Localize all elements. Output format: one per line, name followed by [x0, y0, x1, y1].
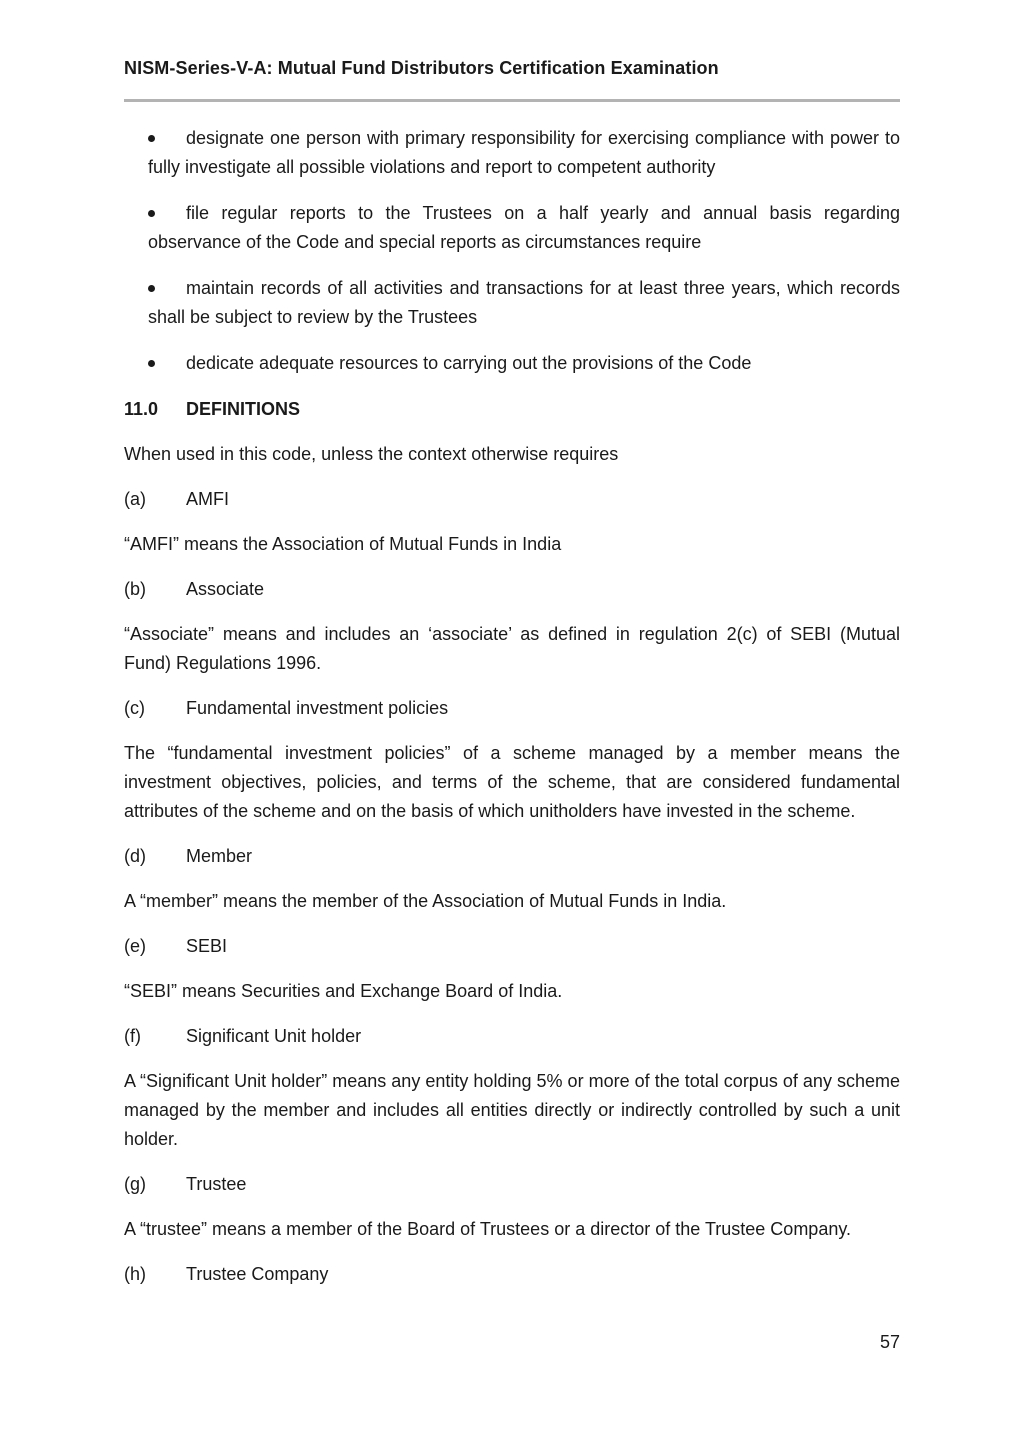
definition-letter: (f) — [124, 1026, 141, 1046]
definition-term: AMFI — [186, 489, 229, 509]
definition-letter: (c) — [124, 698, 145, 718]
definition-term: SEBI — [186, 936, 228, 956]
definition-text: The “fundamental investment policies” of a scheme managed by a member means the investment objectives, policies, and terms of the scheme, that are considered fundamental attributes of the scheme and on the basis of which unitholders have invested in the scheme. — [124, 743, 900, 821]
definition-label — [124, 842, 900, 871]
section-number: 11.0 — [124, 399, 159, 419]
definition-text: “Associate” means and includes an ‘associate’ as defined in regulation 2(c) of SEBI (Mutual Fund) Regulations 1996. — [124, 624, 900, 673]
running-header: NISM-Series-V-A: Mutual Fund Distributors Certification Examination — [124, 58, 719, 78]
definition-text: “AMFI” means the Association of Mutual Funds in India — [124, 534, 562, 554]
bullet-icon — [148, 285, 155, 292]
bullet-item — [124, 124, 900, 182]
definition-label — [124, 694, 900, 723]
definition-text: A “Significant Unit holder” means any entity holding 5% or more of the total corpus of any scheme managed by the member and includes all entities directly or indirectly controlled by such a unit holder. — [124, 1071, 900, 1149]
definition-letter: (e) — [124, 936, 146, 956]
section-intro: When used in this code, unless the context otherwise requires — [124, 444, 619, 464]
page-content — [124, 124, 900, 1305]
bullet-item — [124, 199, 900, 257]
definition-label — [124, 1170, 900, 1199]
bullet-icon — [148, 360, 155, 367]
definition-term: Significant Unit holder — [186, 1026, 362, 1046]
section-title: DEFINITIONS — [186, 399, 301, 419]
definition-term: Fundamental investment policies — [186, 698, 449, 718]
definition-term: Member — [186, 846, 253, 866]
section-heading — [124, 395, 900, 424]
header-divider — [124, 99, 900, 102]
definition-letter: (d) — [124, 846, 146, 866]
bullet-item — [124, 274, 900, 332]
page-number: 57 — [879, 1332, 900, 1352]
bullet-text: dedicate adequate resources to carrying out the provisions of the Code — [186, 353, 752, 373]
definition-letter: (a) — [124, 489, 146, 509]
definition-label — [124, 1022, 900, 1051]
definition-label — [124, 485, 900, 514]
definition-label — [124, 575, 900, 604]
definition-text: A “member” means the member of the Association of Mutual Funds in India. — [124, 891, 727, 911]
bullet-item — [124, 349, 900, 378]
bullet-icon — [148, 210, 155, 217]
bullet-text: maintain records of all activities and transactions for at least three years, which records shall be subject to review by the Trustees — [148, 278, 900, 327]
definition-term: Associate — [186, 579, 265, 599]
definition-term: Trustee — [186, 1174, 247, 1194]
bullet-icon — [148, 135, 155, 142]
definition-term: Trustee Company — [186, 1264, 329, 1284]
bullet-text: file regular reports to the Trustees on a half yearly and annual basis regarding observance of the Code and special reports as circumstances require — [148, 203, 900, 252]
definition-text: “SEBI” means Securities and Exchange Board of India. — [124, 981, 563, 1001]
definition-text: A “trustee” means a member of the Board of Trustees or a director of the Trustee Company. — [124, 1219, 852, 1239]
definition-label — [124, 932, 900, 961]
definition-letter: (b) — [124, 579, 146, 599]
bullet-text: designate one person with primary responsibility for exercising compliance with power to fully investigate all possible violations and report to competent authority — [148, 128, 900, 177]
definition-letter: (h) — [124, 1264, 146, 1284]
definition-label — [124, 1260, 900, 1289]
definition-letter: (g) — [124, 1174, 146, 1194]
